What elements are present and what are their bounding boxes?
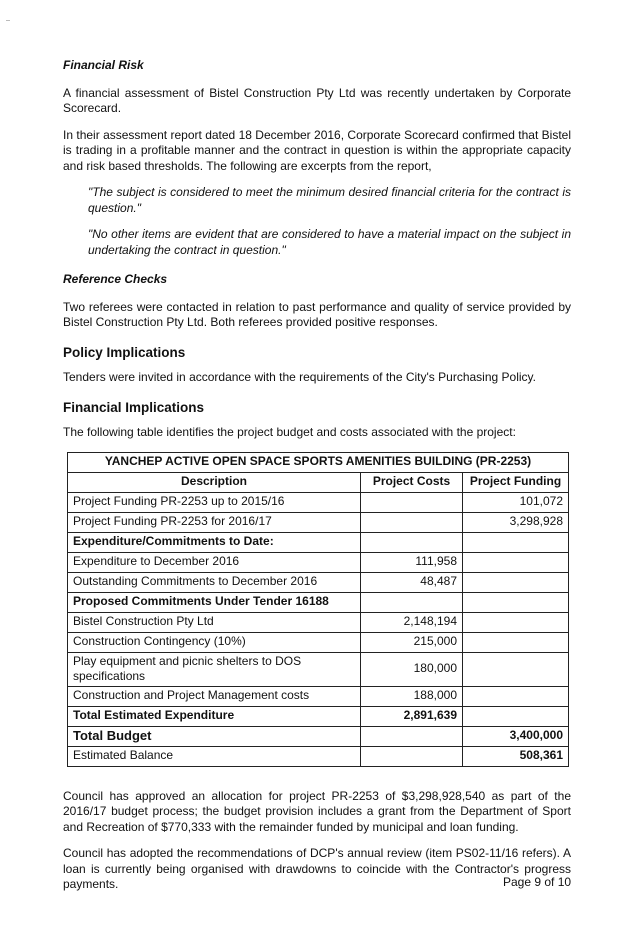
row-project-cost [361,532,463,552]
row-project-funding [463,552,569,572]
table-row [68,686,569,706]
row-project-funding: 101,072 [463,492,569,512]
report-quote-1: "The subject is considered to meet the minimum desired financial criteria for the contract is question." [88,185,571,215]
row-project-cost: 188,000 [361,686,463,706]
financial-risk-paragraph-2: In their assessment report dated 18 December 2016, Corporate Scorecard confirmed that Bistel is trading in a profitable manner and the contract in question is within the appropriate capacity and risk based thresholds. The following are excerpts from the report, [63,127,571,173]
column-header-description: Description [68,472,361,492]
row-project-funding [463,532,569,552]
row-project-funding: 508,361 [463,746,569,766]
row-project-funding [463,592,569,612]
row-project-funding: 3,400,000 [463,726,569,746]
budget-table [67,452,569,767]
row-project-funding [463,706,569,726]
row-project-cost: 48,487 [361,572,463,592]
row-project-cost: 180,000 [361,652,463,686]
column-header-project-funding: Project Funding [463,472,569,492]
table-row [68,706,569,726]
row-project-cost [361,592,463,612]
row-project-cost [361,512,463,532]
reference-checks-paragraph: Two referees were contacted in relation to past performance and quality of service provided by Bistel Construction Pty Ltd. Both referees provided positive responses. [63,299,571,329]
table-row [68,592,569,612]
table-row [68,572,569,592]
row-project-funding: 3,298,928 [463,512,569,532]
row-project-funding [463,632,569,652]
row-project-cost [361,492,463,512]
table-row [68,632,569,652]
page-number: Page 9 of 10 [503,875,572,889]
report-quote-2: "No other items are evident that are considered to have a material impact on the subject in undertaking the contract in question." [88,227,571,257]
row-project-cost: 2,148,194 [361,612,463,632]
financial-implications-paragraph: The following table identifies the project budget and costs associated with the project: [63,425,516,439]
row-project-funding [463,686,569,706]
row-description: Project Funding PR-2253 for 2016/17 [68,512,361,532]
scan-mark [6,20,10,21]
row-project-funding [463,612,569,632]
policy-implications-paragraph: Tenders were invited in accordance with the requirements of the City's Purchasing Policy. [63,370,536,384]
table-row [68,492,569,512]
row-project-cost [361,726,463,746]
row-description: Expenditure/Commitments to Date: [68,532,361,552]
row-description: Total Budget [68,726,361,746]
table-row [68,512,569,532]
row-description: Estimated Balance [68,746,361,766]
row-description: Outstanding Commitments to December 2016 [68,572,361,592]
row-description: Construction Contingency (10%) [68,632,361,652]
row-description: Play equipment and picnic shelters to DOS specifications [68,652,361,686]
financial-risk-paragraph-1: A financial assessment of Bistel Construction Pty Ltd was recently undertaken by Corporate Scorecard. [63,85,571,115]
row-description: Total Estimated Expenditure [68,706,361,726]
row-project-cost: 215,000 [361,632,463,652]
row-description: Expenditure to December 2016 [68,552,361,572]
closing-paragraph-2: Council has adopted the recommendations of DCP's annual review (item PS02-11/16 refers). A loan is currently being organised with drawdowns to coincide with the Contractor's progress payments. [63,846,571,891]
row-project-funding [463,572,569,592]
budget-table-title: YANCHEP ACTIVE OPEN SPACE SPORTS AMENITIES BUILDING (PR-2253) [68,452,569,472]
closing-paragraph-1: Council has approved an allocation for project PR-2253 of $3,298,928,540 as part of the 2016/17 budget process; the budget provision includes a grant from the Department of Sport and Recreation of $770,333 with the remainder funded by municipal and loan funding. [63,788,571,834]
row-description: Project Funding PR-2253 up to 2015/16 [68,492,361,512]
row-project-funding [463,652,569,686]
row-description: Construction and Project Management costs [68,686,361,706]
table-row [68,612,569,632]
row-project-cost [361,746,463,766]
document-page [63,58,571,904]
row-project-cost: 2,891,639 [361,706,463,726]
reference-checks-heading: Reference Checks [63,272,168,286]
table-row [68,746,569,766]
row-description: Bistel Construction Pty Ltd [68,612,361,632]
row-project-cost: 111,958 [361,552,463,572]
table-row [68,652,569,686]
table-row [68,552,569,572]
policy-implications-heading: Policy Implications [63,344,186,360]
row-description: Proposed Commitments Under Tender 16188 [68,592,361,612]
financial-risk-heading: Financial Risk [63,58,144,72]
table-row [68,532,569,552]
financial-implications-heading: Financial Implications [63,399,205,415]
table-row [68,726,569,746]
column-header-project-costs: Project Costs [361,472,463,492]
